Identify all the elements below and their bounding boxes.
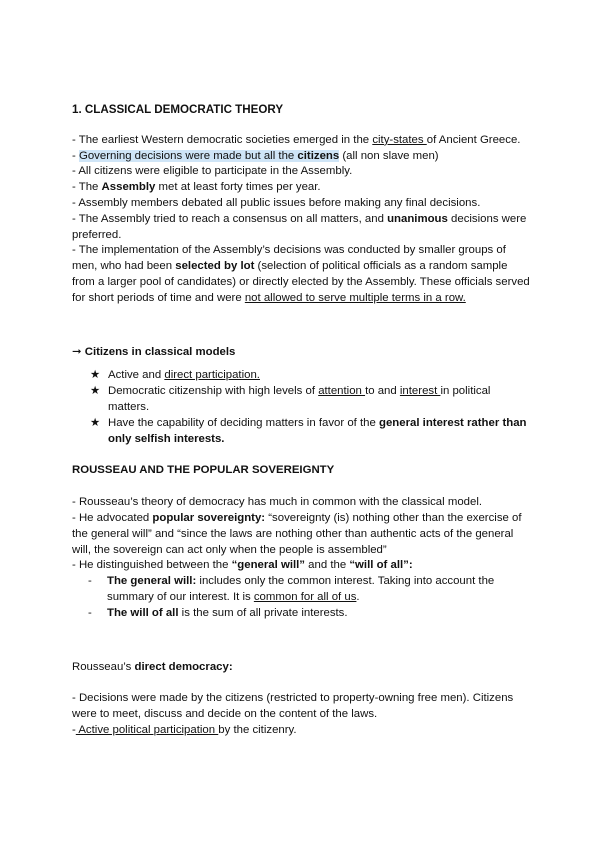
highlighted-text: Governing decisions were made but all the [78, 149, 298, 162]
text: to and [365, 385, 400, 398]
text: Democratic citizenship with high levels of [108, 385, 319, 398]
paragraph-highlighted [72, 149, 532, 165]
text: met at least forty times per year. [155, 181, 321, 194]
underlined-text: attention [318, 385, 366, 398]
text: in political matters. [108, 385, 491, 413]
paragraph [72, 212, 532, 244]
text: Active and [108, 369, 165, 382]
bold-text: popular sovereignty: [152, 511, 266, 524]
underlined-text: common for all of us [253, 590, 357, 603]
text: “sovereignty (is) nothing other than the exercise of the general will” and “since the laws are nothing other than authentic acts of the general will, the sovereign can act only when the people is assembled” [72, 511, 522, 556]
list-item [90, 384, 532, 416]
bold-text: direct democracy: [134, 660, 233, 673]
star-bullet-icon: ★ [90, 385, 101, 398]
bold-text: The will of all [107, 606, 179, 619]
text: - The Assembly tried to reach a consensus on all matters, and [72, 212, 388, 225]
paragraph: - Rousseau’s theory of democracy has much in common with the classical model. [72, 496, 483, 509]
bold-text: “general will” [231, 559, 306, 572]
heading-text: Citizens in classical models [81, 345, 236, 358]
paragraph: - Decisions were made by the citizens (restricted to property-owning free men). Citizens were to meet, discuss and decide on the content of the laws. [72, 692, 514, 721]
bold-text: unanimous [387, 212, 448, 225]
list-item [88, 574, 532, 606]
will-list [72, 574, 532, 621]
section-heading-rousseau: ROUSSEAU AND THE POPULAR SOVEREIGNTY [72, 464, 335, 477]
star-bullet-icon: ★ [90, 369, 101, 382]
text: (selection of political officials as a random sample from a larger pool of candidates) or directly elected by the Assembly. These officials served for short periods of time and were [72, 260, 530, 304]
dash-bullet: - [88, 606, 92, 619]
spacer [72, 479, 532, 495]
citizens-list [72, 368, 532, 447]
bold-text: selected by lot [175, 260, 255, 273]
section-heading-classical: 1. CLASSICAL DEMOCRATIC THEORY [72, 103, 284, 116]
text: includes only the common interest. Taking into account the summary of our interest. It is [107, 575, 495, 603]
paragraph [72, 133, 532, 149]
star-bullet-icon: ★ [90, 416, 101, 429]
text: - He advocated [72, 511, 153, 524]
section-heading-citizens [72, 345, 532, 361]
text: - The [72, 181, 102, 194]
spacer [72, 622, 532, 660]
paragraph: - Assembly members debated all public issues before making any final decisions. [72, 196, 481, 209]
paragraph [72, 243, 532, 306]
text: - [72, 149, 79, 162]
text: - He distinguished between the [72, 559, 232, 572]
text: - [72, 723, 76, 736]
bold-text: “will of all”: [349, 559, 413, 572]
paragraph [72, 558, 532, 574]
list-item [90, 368, 532, 384]
list-item [90, 416, 532, 448]
text: of Ancient Greece. [426, 133, 521, 146]
underlined-text: Active political participation [75, 723, 219, 736]
paragraph: - All citizens were eligible to participate in the Assembly. [72, 165, 353, 178]
spacer [72, 447, 532, 463]
bold-text: The general will: [107, 575, 197, 588]
text: - The earliest Western democratic societies emerged in the [72, 133, 373, 146]
text: . [356, 590, 360, 603]
text: - The implementation of the Assembly’s decisions was conducted by smaller groups of men, who had been [72, 244, 506, 273]
bold-text: general interest rather than only selfish interests. [108, 416, 527, 445]
text: Rousseau’s [72, 660, 135, 673]
document-body [72, 102, 532, 739]
dash-bullet: - [88, 575, 92, 588]
list-item [88, 606, 532, 622]
paragraph [72, 723, 532, 739]
text: is the sum of all private interests. [178, 606, 348, 619]
text: (all non slave men) [339, 149, 439, 162]
spacer [72, 307, 532, 345]
section-heading-direct-democracy [72, 660, 532, 676]
text: and the [305, 559, 350, 572]
underlined-text: not allowed to serve multiple terms in a row. [244, 291, 466, 304]
bold-text: Assembly [101, 181, 156, 194]
paragraph [72, 511, 532, 558]
text: by the citizenry. [218, 723, 297, 736]
spacer [72, 675, 532, 691]
highlighted-bold-text: citizens [297, 149, 340, 162]
underlined-text: interest [399, 385, 441, 398]
arrow-icon: ➞ [72, 345, 82, 358]
text: Have the capability of deciding matters in favor of the [108, 416, 379, 429]
paragraph [72, 180, 532, 196]
text: decisions were preferred. [72, 212, 527, 241]
underlined-text: direct participation. [164, 369, 260, 382]
underlined-text: city-states [372, 133, 427, 146]
